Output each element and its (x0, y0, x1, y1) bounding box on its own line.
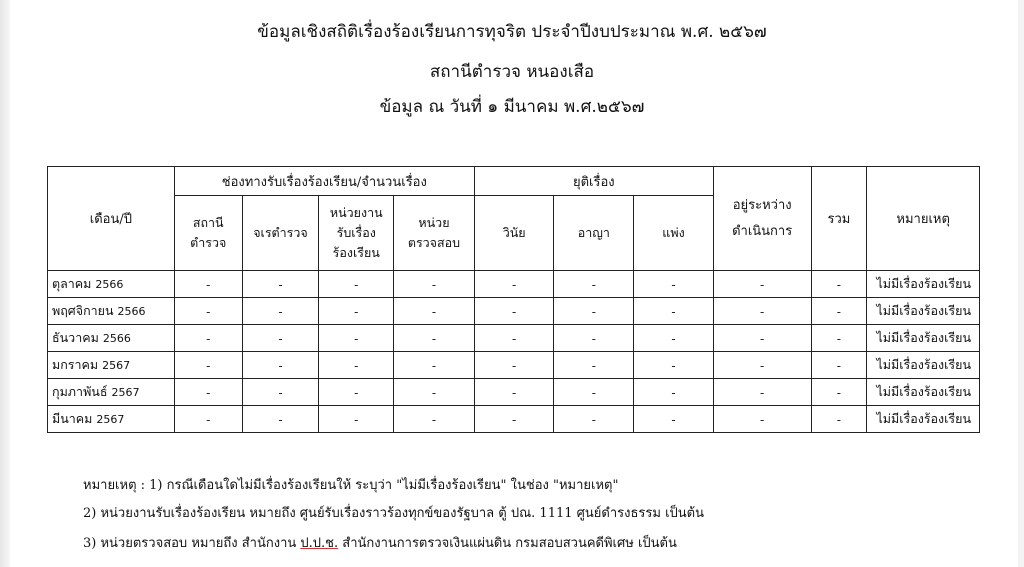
table-row (48, 352, 980, 379)
note-3: 3) หน่วยตรวจสอบ หมายถึง สำนักงาน ป.ป.ช. สำนักงานการตรวจเงินแผ่นดิน กรมสอบสวนคดีพิเศษ เป็นต้น (83, 536, 677, 551)
header-receiving-agency: หน่วยงาน รับเรื่อง ร้องเรียน (319, 196, 394, 271)
cell-receiving-agency: - (319, 325, 394, 352)
cell-remark: ไม่มีเรื่องร้องเรียน (867, 298, 980, 325)
header-criminal: อาญา (554, 196, 634, 271)
cell-month: มกราคม 2567 (48, 352, 175, 379)
cell-in-progress: - (713, 325, 811, 352)
cell-in-progress: - (713, 379, 811, 406)
cell-total: - (811, 352, 867, 379)
cell-receiving-agency: - (319, 406, 394, 433)
cell-criminal: - (554, 298, 634, 325)
cell-receiving-agency: - (319, 352, 394, 379)
cell-inspector: - (242, 406, 319, 433)
cell-criminal: - (554, 379, 634, 406)
cell-remark: ไม่มีเรื่องร้องเรียน (867, 325, 980, 352)
cell-criminal: - (554, 271, 634, 298)
nacc-abbrev: ป.ป.ช. (300, 536, 339, 551)
cell-in-progress: - (713, 406, 811, 433)
cell-month: กุมภาพันธ์ 2567 (48, 379, 175, 406)
header-audit-unit: หน่วย ตรวจสอบ (394, 196, 475, 271)
title-line-1: ข้อมูลเชิงสถิติเรื่องร้องเรียนการทุจริต ประจำปีงบประมาณ พ.ศ. ๒๕๖๗ (257, 22, 767, 42)
cell-station: - (174, 325, 242, 352)
cell-total: - (811, 406, 867, 433)
cell-station: - (174, 379, 242, 406)
cell-station: - (174, 406, 242, 433)
header-inspector: จเรตำรวจ (242, 196, 319, 271)
table-body (48, 271, 980, 433)
cell-month: พฤศจิกายน 2566 (48, 298, 175, 325)
cell-station: - (174, 352, 242, 379)
header-in-progress: อยู่ระหว่าง ดำเนินการ (713, 167, 811, 271)
cell-audit-unit: - (394, 379, 475, 406)
cell-criminal: - (554, 325, 634, 352)
cell-civil: - (634, 379, 714, 406)
cell-civil: - (634, 325, 714, 352)
table-row (48, 271, 980, 298)
cell-audit-unit: - (394, 325, 475, 352)
complaint-stats-table (47, 166, 980, 433)
cell-station: - (174, 271, 242, 298)
cell-criminal: - (554, 352, 634, 379)
cell-total: - (811, 379, 867, 406)
cell-civil: - (634, 298, 714, 325)
header-month-year: เดือน/ปี (48, 167, 175, 271)
title-line-2: สถานีตำรวจ หนองเสือ (429, 62, 595, 82)
cell-discipline: - (474, 352, 554, 379)
cell-discipline: - (474, 271, 554, 298)
cell-total: - (811, 325, 867, 352)
cell-receiving-agency: - (319, 271, 394, 298)
table-row (48, 325, 980, 352)
cell-station: - (174, 298, 242, 325)
table-row (48, 298, 980, 325)
cell-inspector: - (242, 271, 319, 298)
header-total: รวม (811, 167, 867, 271)
cell-inspector: - (242, 379, 319, 406)
cell-inspector: - (242, 325, 319, 352)
cell-remark: ไม่มีเรื่องร้องเรียน (867, 352, 980, 379)
cell-discipline: - (474, 298, 554, 325)
cell-in-progress: - (713, 352, 811, 379)
note-1: หมายเหตุ : 1) กรณีเดือนใดไม่มีเรื่องร้องเรียนให้ ระบุว่า "ไม่มีเรื่องร้องเรียน" ในช่อง "หมายเหตุ" (83, 478, 619, 493)
cell-inspector: - (242, 352, 319, 379)
header-station: สถานี ตำรวจ (174, 196, 242, 271)
cell-month: ธันวาคม 2566 (48, 325, 175, 352)
cell-remark: ไม่มีเรื่องร้องเรียน (867, 379, 980, 406)
cell-audit-unit: - (394, 298, 475, 325)
cell-in-progress: - (713, 298, 811, 325)
cell-audit-unit: - (394, 271, 475, 298)
header-channels: ช่องทางรับเรื่องร้องเรียน/จำนวนเรื่อง (174, 167, 474, 196)
cell-month: ตุลาคม 2566 (48, 271, 175, 298)
cell-remark: ไม่มีเรื่องร้องเรียน (867, 406, 980, 433)
header-remark: หมายเหตุ (867, 167, 980, 271)
cell-total: - (811, 271, 867, 298)
cell-criminal: - (554, 406, 634, 433)
cell-remark: ไม่มีเรื่องร้องเรียน (867, 271, 980, 298)
cell-discipline: - (474, 379, 554, 406)
header-civil: แพ่ง (634, 196, 714, 271)
cell-civil: - (634, 406, 714, 433)
title-line-3: ข้อมูล ณ วันที่ ๑ มีนาคม พ.ศ.๒๕๖๗ (379, 97, 645, 117)
page-shadow (0, 0, 10, 567)
cell-receiving-agency: - (319, 379, 394, 406)
note-2: 2) หน่วยงานรับเรื่องร้องเรียน หมายถึง ศูนย์รับเรื่องราวร้องทุกข์ของรัฐบาล ตู้ ปณ. 1111 ศูนย์ดำรงธรรม เป็นต้น (83, 506, 704, 521)
cell-month: มีนาคม 2567 (48, 406, 175, 433)
cell-audit-unit: - (394, 406, 475, 433)
table-row (48, 379, 980, 406)
cell-discipline: - (474, 325, 554, 352)
cell-civil: - (634, 352, 714, 379)
cell-discipline: - (474, 406, 554, 433)
cell-receiving-agency: - (319, 298, 394, 325)
table-row (48, 406, 980, 433)
cell-inspector: - (242, 298, 319, 325)
header-closed: ยุติเรื่อง (474, 167, 713, 196)
cell-in-progress: - (713, 271, 811, 298)
cell-audit-unit: - (394, 352, 475, 379)
cell-total: - (811, 298, 867, 325)
cell-civil: - (634, 271, 714, 298)
header-discipline: วินัย (474, 196, 554, 271)
